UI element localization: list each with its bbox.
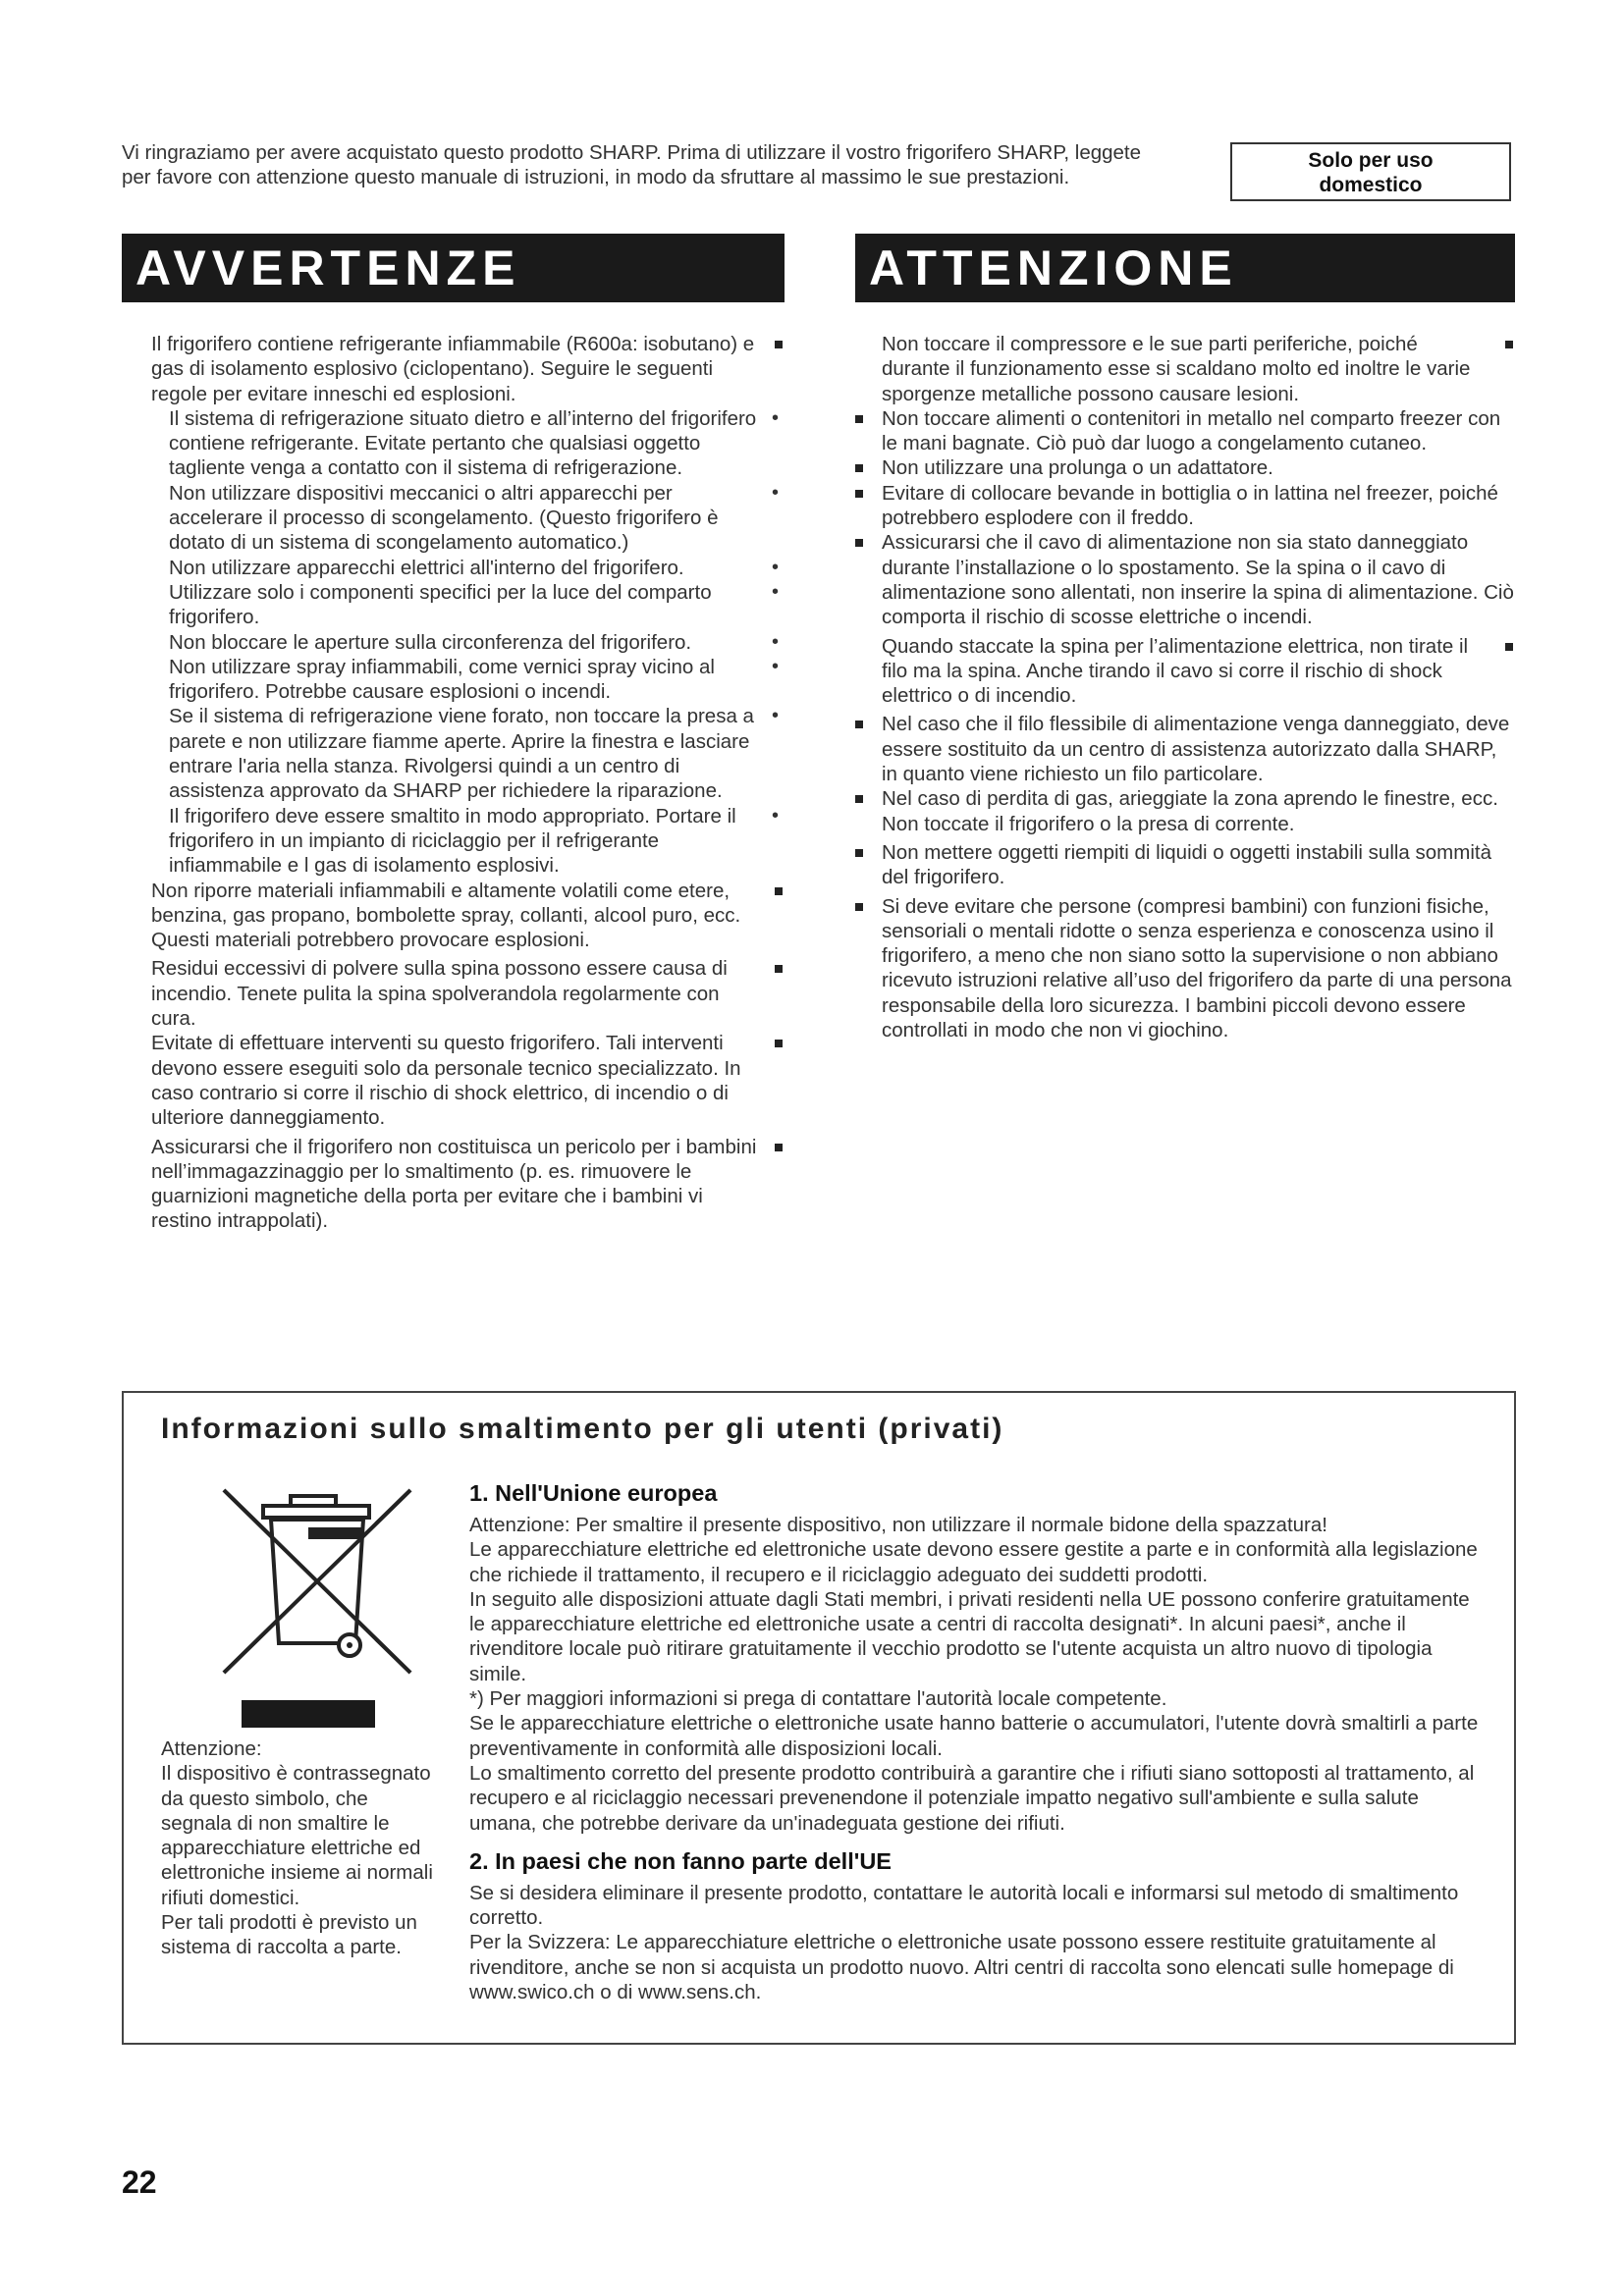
warning-subitem: Il frigorifero deve essere smaltito in modo appropriato. Portare il frigorifero in un impianto di riciclaggio per il refrigerante infiammabile e l gas di isolamento esplosivi. • [169,804,779,878]
warning-item: Assicurarsi che il frigorifero non costituisca un pericolo per i bambini nell’immagazzinaggio per lo smaltimento (p. es. rimuovere le guarnizioni magnetiche della porta per evitare che i bambini vi restino intrappolati). [151,1135,785,1234]
section-1-paragraph: Se le apparecchiature elettriche o elettroniche usate hanno batterie o accumulatori, l'utente dovrà smaltirli a parte preventivamente in conformità alle disposizioni locali. [469,1712,1479,1760]
square-bullet-icon [1505,341,1513,348]
section-1-paragraph: Attenzione: Per smaltire il presente dispositivo, non utilizzare il normale bidone della spazzatura! [469,1514,1327,1536]
square-bullet-icon [855,849,863,857]
domestic-use-badge [1230,142,1511,201]
square-bullet-icon [855,539,863,547]
caution-item: Non toccare il compressore e le sue parti periferiche, poiché durante il funzionamento esse si scaldano molto ed inoltre le varie sporgenze metalliche possono causare lesioni. [882,332,1515,406]
side-note-text: Attenzione: Il dispositivo è contrassegnato da questo simbolo, che segnala di non smaltire le apparecchiature elettriche ed elettroniche insieme ai normali rifiuti domestici. Per tali prodotti è previsto un sistema di raccolta a parte. [161,1737,433,1959]
square-bullet-icon [855,415,863,423]
caution-item: Evitare di collocare bevande in bottiglia o in lattina nel freezer, poiché potrebbero esplodere con il freddo. [882,481,1515,531]
square-bullet-icon [855,795,863,803]
warning-subitem: Se il sistema di refrigerazione viene forato, non toccare la presa a parete e non utilizzare fiamme aperte. Aprire la finestra e lasciare entrare l'aria nella stanza. Rivolgersi quindi a un centro di assistenza approvato da SHARP per richiedere la riparazione. • [169,705,779,803]
square-bullet-icon [855,464,863,472]
square-bullet-icon [775,887,783,895]
square-bullet-icon [775,965,783,973]
square-bullet-icon [855,490,863,498]
warning-item: Non riporre materiali infiammabili e altamente volatili come etere, benzina, gas propano, bombolette spray, collanti, alcool puro, ecc. Questi materiali potrebbero provocare esplosioni. [151,879,785,953]
intro-paragraph: Vi ringraziamo per avere acquistato questo prodotto SHARP. Prima di utilizzare il vostro frigorifero SHARP, leggete per favore con attenzione questo manuale di istruzioni, in modo da sfruttare al massimo le sue prestazioni. [122,141,1142,188]
warning-subitem: Il sistema di refrigerazione situato dietro e all’interno del frigorifero contiene refrigerante. Evitate pertanto che qualsiasi oggetto tagliente venga a contatto con il sistema di refrigerazione. • [169,406,779,480]
square-bullet-icon [775,341,783,348]
warning-subitem: Non utilizzare spray infiammabili, come vernici spray vicino al frigorifero. Potrebbe causare esplosioni o incendi. • [169,655,779,704]
dot-bullet-icon: • [771,406,779,429]
section-2-paragraph: Se si desidera eliminare il presente prodotto, contattare le autorità locali e informarsi sul metodo di smaltimento corretto. [469,1881,1459,1930]
square-bullet-icon [775,1040,783,1047]
disposal-title: Informazioni sullo smaltimento per gli utenti (privati) [161,1413,1004,1445]
square-bullet-icon [855,903,863,911]
caution-item: Si deve evitare che persone (compresi bambini) con funzioni fisiche, sensoriali o mentali ridotte o senza esperienza e conoscenza usino il frigorifero, a meno che non siano sotto la supervisione o non abbiano ricevuto istruzioni relative all’uso del frigorifero da parte di una persona responsabile della loro sicurezza. I bambini piccoli devono essere controllati in modo che non vi giochino. [882,894,1515,1043]
warning-subitem: Utilizzare solo i componenti specifici per la luce del comparto frigorifero. • [169,580,779,629]
warning-item: Evitate di effettuare interventi su questo frigorifero. Tali interventi devono essere eseguiti solo da personale tecnico specializzato. In caso contrario si corre il rischio di shock elettrico, di incendio o di ulteriore danneggiamento. [151,1031,785,1130]
dot-bullet-icon: • [771,705,779,727]
badge-line-2: domestico [1319,174,1423,196]
crossed-out-wheelie-bin-icon [214,1476,420,1732]
warning-subitem: Non bloccare le aperture sulla circonferenza del frigorifero. • [169,630,779,654]
square-bullet-icon [1505,643,1513,651]
warning-item: Il frigorifero contiene refrigerante infiammabile (R600a: isobutano) e gas di isolamento esplosivo (ciclopentano). Seguire le seguenti regole per evitare inneschi ed esplosioni. [151,332,785,406]
caution-item: Assicurarsi che il cavo di alimentazione non sia stato danneggiato durante l’installazione o lo spostamento. Se la spina o il cavo di alimentazione sono allentati, non inserire la spina di alimentazione. Ciò comporta il rischio di scosse elettriche o incendi. [882,530,1515,629]
dot-bullet-icon: • [771,556,779,578]
cautions-list [882,332,1515,1042]
section-2-heading: 2. In paesi che non fanno parte dell'UE [469,1847,892,1874]
cautions-banner: ATTENZIONE [855,234,1515,302]
caution-item: Nel caso che il filo flessibile di alimentazione venga danneggiato, deve essere sostituito da un centro di assistenza autorizzato dalla SHARP, in quanto viene richiesto un filo particolare. [882,712,1515,786]
section-1-paragraph: Le apparecchiature elettriche ed elettroniche usate devono essere gestite a parte e in conformità alla legislazione che richiede il trattamento, il recupero e il riciclaggio adeguato dei suddetti prodotti. [469,1538,1478,1586]
warning-item: Residui eccessivi di polvere sulla spina possono essere causa di incendio. Tenete pulita la spina spolverandola regolarmente con cura. [151,956,785,1031]
warning-subitem: Non utilizzare dispositivi meccanici o altri apparecchi per accelerare il processo di scongelamento. (Questo frigorifero è dotato di un sistema di scongelamento automatico.) • [169,481,779,555]
dot-bullet-icon: • [771,481,779,504]
section-1-paragraph: In seguito alle disposizioni attuate dagli Stati membri, i privati residenti nella UE possono conferire gratuitamente le apparecchiature elettriche ed elettroniche usate a centri di raccolta designati*. In alcuni paesi*, anche il rivenditore locale può ritirare gratuitamente il vecchio prodotto se l'utente acquista un altro nuovo di tipologia simile. [469,1587,1470,1685]
square-bullet-icon [855,721,863,728]
badge-line-1: Solo per uso [1308,149,1434,172]
dot-bullet-icon: • [771,655,779,677]
warnings-list [151,332,785,1234]
caution-item: Quando staccate la spina per l’alimentazione elettrica, non tirate il filo ma la spina. Anche tirando il cavo si corre il rischio di shock elettrico o di incendio. [882,634,1515,709]
warning-subitem: Non utilizzare apparecchi elettrici all'interno del frigorifero. • [169,556,779,579]
section-2-paragraph: Per la Svizzera: Le apparecchiature elettriche o elettroniche usate possono essere restituite gratuitamente al rivenditore, anche se non si acquista un prodotto nuovo. Altri centri di raccolta sono elencati sulle homepage di www.swico.ch o di www.sens.ch. [469,1931,1454,2004]
dot-bullet-icon: • [771,630,779,653]
disposal-side-note [161,1736,438,1960]
page-number: 22 [122,2164,157,2200]
disposal-main-text [469,1479,1490,2004]
caution-item: Nel caso di perdita di gas, arieggiate la zona aprendo le finestre, ecc. Non toccate il frigorifero o la presa di corrente. [882,786,1515,836]
caution-item: Non utilizzare una prolunga o un adattatore. [882,455,1515,480]
section-1-paragraph: *) Per maggiori informazioni si prega di contattare l'autorità locale competente. [469,1687,1167,1711]
caution-item: Non toccare alimenti o contenitori in metallo nel comparto freezer con le mani bagnate. Ciò può dar luogo a congelamento cutaneo. [882,406,1515,456]
section-1-paragraph: Lo smaltimento corretto del presente prodotto contribuirà a garantire che i rifiuti siano sottoposti al trattamento, al recupero e al riciclaggio necessari prevenendone il potenziale impatto negativo sull'ambiente e sulla salute umana, che potrebbe derivare da un'inadeguata gestione dei rifiuti. [469,1761,1475,1835]
warnings-banner: AVVERTENZE [122,234,785,302]
dot-bullet-icon: • [771,580,779,603]
dot-bullet-icon: • [771,804,779,827]
square-bullet-icon [775,1144,783,1151]
section-1-heading: 1. Nell'Unione europea [469,1480,718,1506]
disposal-info-box [122,1391,1516,2045]
caution-item: Non mettere oggetti riempiti di liquidi o oggetti instabili sulla sommità del frigorifero. [882,840,1515,890]
